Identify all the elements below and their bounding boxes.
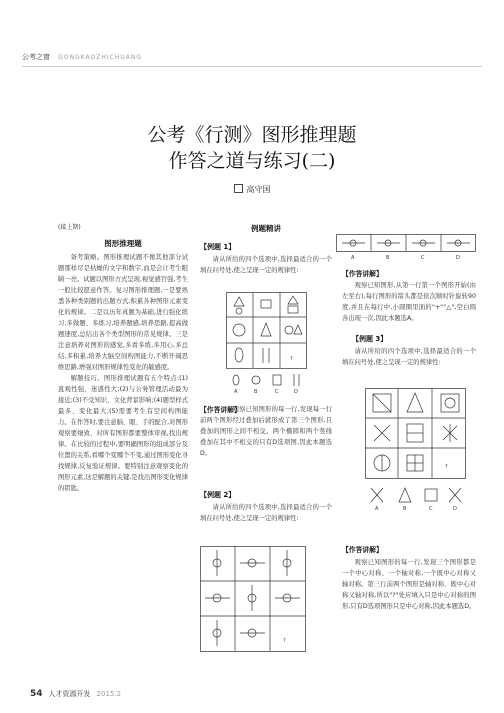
- continued-note: (接上期): [58, 224, 81, 231]
- ex3-option-c: C: [429, 506, 433, 512]
- ex2-question-mark: ?: [283, 638, 286, 644]
- ex2-options-figure: [336, 234, 476, 260]
- ex3-question: [342, 346, 476, 368]
- ex2-note: [342, 280, 476, 324]
- page-number: 54: [30, 689, 43, 699]
- ex2-note-text: 观察已知图形,从第一行第一个图形开始(由左至右),每行图形的箭头都是依次顺时针旋转90度,并且在每行中,小圆圈里面的"+""△",空白圆各出现一次,因此本题选A。: [342, 282, 476, 322]
- ex2-option-d: D: [456, 255, 460, 260]
- ex2-figure: [200, 546, 308, 656]
- ex1-question: [200, 254, 332, 276]
- ex1-question-text: 请从所给的四个选项中,选择最适合的一个填在问号处,使之呈现一定的规律性:: [200, 256, 332, 274]
- ex2-question: [200, 502, 332, 524]
- ex3-note: [342, 557, 476, 612]
- ex1-label: 【例题 1】: [200, 243, 236, 251]
- examples-heading: 例题精讲: [251, 224, 281, 233]
- ex1-note-label: 【作答讲解】: [200, 406, 241, 414]
- ex2-label: 【例题 2】: [200, 491, 236, 499]
- ex3-question-text: 请从所给的四个选项中,选择最适合的一个填在问号处,使之呈现一定的规律性:: [342, 348, 476, 366]
- ex3-label: 【例题 3】: [352, 335, 388, 343]
- ex2-question-text: 请从所给的四个选项中,选择最适合的一个填在问号处,使之呈现一定的规律性:: [200, 504, 332, 522]
- ex1-option-a: A: [234, 389, 238, 394]
- ex3-option-b: B: [403, 506, 407, 512]
- ex1-option-c: C: [275, 389, 279, 394]
- ex3-option-d: D: [453, 506, 457, 512]
- ex3-option-a: A: [375, 506, 379, 512]
- ex1-option-b: B: [254, 389, 258, 394]
- section-name: 公考之窗: [22, 53, 50, 61]
- tips-paragraph: 解题技巧。图形推理试题有五个特点:(1)直观性强、迷惑性大;(2)与公务管理活动最为接近;(3)不受知识、文化背景影响;(4)题型样式最多、变化最大;(5)需要考生有空间构图能力。在作答时,要注意脑、眼、手的配合,对图形观察要细致、对所有图形都要整体审视,找出规律。在比较的过程中,要明确图形的组成部分及位置的关系,看哪个变哪个不变,通过图形变化寻找规律,反复验证规律。要特别注意观察变化的图形元素,这是解题的关键,是找出图形变化规律的钥匙。: [58, 375, 188, 492]
- ex1-question-mark: ?: [290, 356, 293, 362]
- left-column-text: [58, 252, 188, 494]
- author-box-icon: [234, 184, 243, 193]
- page-footer: [30, 689, 121, 699]
- ex3-figure: [365, 388, 467, 536]
- ex2-note-label: 【作答讲解】: [342, 270, 383, 278]
- section-header: [22, 52, 142, 62]
- author: [0, 184, 504, 195]
- title-line-1: 公考《行测》图形推理题: [147, 124, 357, 146]
- ex1-note-text: 观察已知图形的每一行,发现每一行前两个图形经过叠加后就形成了第三个图形,且叠加的图形之间不相交。两个椭圆和两个竖线叠加在其中不相交的只有D选项图,因此本题选D。: [200, 406, 332, 457]
- ex1-option-d: D: [294, 389, 298, 394]
- ex2-option-b: B: [386, 255, 390, 260]
- ex1-figure: [226, 292, 308, 394]
- issue-year: 2015.2: [96, 690, 122, 698]
- section-name-en: GONGKAOZHICHUANG: [58, 54, 143, 61]
- ex3-note-label: 【作答讲解】: [342, 546, 383, 554]
- ex1-note: [200, 404, 332, 459]
- left-heading: 图形推理题: [104, 239, 142, 248]
- ex3-note-text: 观察已知图形的每一行,发现三个图形都是一个中心对称、一个轴对称,一个既中心对称又轴对称。第三行前两个图形是轴对称、既中心对称又轴对称,所以"?"处应填入只是中心对称的图形,只有D选项图形只是中心对称,因此本题选D。: [342, 559, 476, 610]
- ex2-option-c: C: [421, 255, 425, 260]
- ex3-question-mark: ?: [445, 464, 448, 470]
- strategy-paragraph: 备考策略。图形推理试题不像其他部分试题那样尽是枯燥的文字和数字,而是会让考生眼睛一亮。试题以图形方式呈现,视觉感官强,考生一般比较愿意作答。复习图形推理题,一是要熟悉各种类别题的出题方式,积累各种图形元素变化的规律。二是以历年真题为基础,进行强化练习,多做题、多练习,培养题感,培养思路,提高做题速度,总结出各个类型图形的常见规律。三是注意培养对图形的感觉,多看多练,多用心,多总结,多积累,培养大脑空间构图能力,不断开阔思维思路,增强对图形规律性变化的敏感度。: [58, 254, 188, 371]
- header-rule: [22, 66, 482, 67]
- ex2-option-a: A: [351, 255, 355, 260]
- author-name: 高守国: [246, 185, 271, 194]
- ex2-grid-frame: [201, 547, 306, 652]
- magazine-name: 人才资源开发: [48, 690, 91, 698]
- title-line-2: 作答之道与练习(二): [168, 150, 336, 172]
